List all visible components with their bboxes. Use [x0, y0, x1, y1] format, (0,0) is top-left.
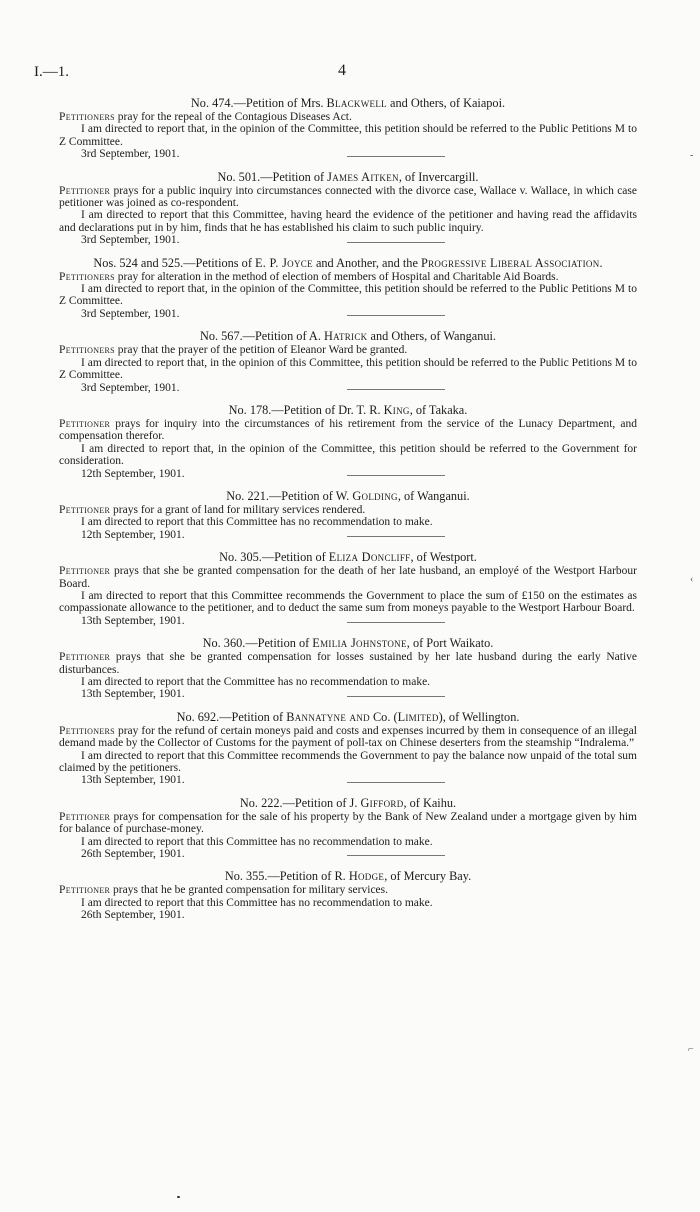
- report-date: [59, 234, 637, 246]
- title-text: No. 221.—Petition of W.: [226, 488, 353, 503]
- report-paragraph: [59, 750, 637, 775]
- paragraph-text: prays that she be granted compensation for losses sustained by her late husband during the early Native disturbances.: [59, 651, 637, 676]
- paragraph-text: I am directed to report that, in the opinion of the Committee, this petition should be referred to the Government for consideration.: [59, 442, 637, 468]
- report-paragraph: [59, 357, 637, 382]
- paragraph-lead: Petitioner: [59, 565, 111, 578]
- prayer-paragraph: [59, 111, 637, 123]
- paragraph-text: 26th September, 1901.: [81, 848, 185, 861]
- prayer-paragraph: [59, 418, 637, 443]
- paragraph-text: I am directed to report that this Committee has no recommendation to make.: [81, 896, 433, 909]
- paragraph-lead: Petitioner: [59, 810, 111, 823]
- entry-spacer: [59, 628, 637, 636]
- petitioner-name: Blackwell: [326, 96, 387, 110]
- report-paragraph: [59, 283, 637, 308]
- title-text: , of Westport.: [410, 550, 477, 565]
- paragraph-text: 13th September, 1901.: [81, 774, 185, 787]
- paragraph-text: pray for the refund of certain moneys paid and costs and expenses incurred by them in consequence of an illegal demand made by the Collector of Customs for the payment of poll-tax on Chinese deserters from the steamship “Indralema.”: [59, 724, 637, 750]
- title-text: and Another, and the: [312, 255, 421, 270]
- petition-entry: [59, 489, 637, 550]
- separator-rule: [347, 475, 445, 476]
- petitioner-name: James Aitken: [327, 169, 399, 184]
- paragraph-text: prays for compensation for the sale of his property by the Bank of New Zealand under a mortgage given by him for balance of purchase-money.: [59, 810, 637, 836]
- title-text: , of Kaihu.: [403, 795, 457, 810]
- petition-title: [59, 170, 637, 184]
- entry-spacer: [59, 395, 637, 403]
- prayer-paragraph: [59, 185, 637, 210]
- petitioner-name: Hodge: [348, 869, 385, 884]
- report-date: [59, 688, 637, 700]
- title-text: Nos. 524 and 525.—Petitions of: [93, 255, 255, 270]
- entry-spacer: [59, 861, 637, 869]
- petition-title: [59, 636, 637, 650]
- report-paragraph: [59, 209, 637, 234]
- petition-list: [59, 96, 637, 922]
- report-date: [59, 308, 637, 320]
- report-date: [59, 774, 637, 786]
- petition-entry: [59, 796, 637, 870]
- petition-entry: [59, 96, 637, 170]
- petitioner-name: King: [383, 402, 410, 417]
- entry-spacer: [59, 248, 637, 256]
- report-paragraph: [59, 590, 637, 615]
- entry-spacer: [59, 481, 637, 489]
- petitioner-name: Gifford: [360, 795, 404, 810]
- paragraph-lead: Petitioner: [59, 503, 111, 516]
- paragraph-lead: Petitioners: [59, 724, 115, 737]
- petitioner-name: Limited: [397, 709, 439, 724]
- paragraph-text: I am directed to report that, in the opinion of this Committee, this petition should be referred to the Public Petitions M to Z Committee.: [59, 356, 637, 382]
- prayer-paragraph: [59, 811, 637, 836]
- document-reference: I.—1.: [34, 64, 69, 80]
- petitioner-name: Hatrick: [323, 329, 368, 344]
- report-date: [59, 148, 637, 160]
- paragraph-lead: Petitioners: [59, 111, 115, 123]
- title-text: , of Mercury Bay.: [384, 869, 472, 884]
- petition-title: [59, 96, 637, 110]
- paragraph-text: pray that the prayer of the petition of Eleanor Ward be granted.: [114, 344, 408, 357]
- title-text: and Others, of Kaiapoi.: [386, 96, 506, 110]
- paragraph-lead: Petitioner: [59, 651, 111, 664]
- title-text: Co. (: [369, 709, 398, 724]
- report-paragraph: [59, 123, 637, 148]
- paragraph-text: I am directed to report that this Committee, having heard the evidence of the petitioner and having read the affidavits and declarations put in by him, finds that he has established his claim to such public inquiry.: [59, 209, 637, 234]
- paragraph-text: 12th September, 1901.: [81, 528, 185, 541]
- petitioner-name: Golding: [352, 488, 398, 503]
- separator-rule: [347, 782, 445, 783]
- petition-entry: [59, 170, 637, 256]
- separator-rule: [347, 389, 445, 390]
- paragraph-text: I am directed to report that this Committee recommends the Government to pay the balance now unpaid of the total sum claimed by the petitioners.: [59, 749, 637, 775]
- entry-spacer: [59, 162, 637, 170]
- report-date: [59, 529, 637, 541]
- petition-entry: [59, 550, 637, 636]
- paragraph-text: 26th September, 1901.: [81, 909, 185, 922]
- paragraph-text: 3rd September, 1901.: [81, 234, 180, 247]
- prayer-paragraph: [59, 565, 637, 590]
- ink-spot: [177, 1196, 180, 1198]
- title-text: ), of Wellington.: [438, 709, 520, 724]
- petition-entry: [59, 710, 637, 796]
- prayer-paragraph: [59, 271, 637, 283]
- paragraph-text: I am directed to report that this Committee has no recommendation to make.: [81, 516, 433, 529]
- title-text: and Others, of Wanganui.: [367, 329, 497, 344]
- paragraph-text: 3rd September, 1901.: [81, 307, 180, 320]
- margin-mark: ⌐: [688, 1044, 694, 1055]
- separator-rule: [347, 696, 445, 697]
- petitioner-name: Eliza Doncliff: [328, 550, 411, 565]
- paragraph-text: I am directed to report that, in the opinion of the Committee, this petition should be referred to the Public Petitions M to Z Committee.: [59, 123, 637, 148]
- report-paragraph: [59, 836, 637, 848]
- prayer-paragraph: [59, 651, 637, 676]
- title-text: , of Invercargill.: [398, 169, 479, 184]
- report-paragraph: [59, 897, 637, 909]
- paragraph-text: prays for a grant of land for military services rendered.: [110, 503, 366, 516]
- paragraph-lead: Petitioner: [59, 184, 111, 197]
- separator-rule: [347, 536, 445, 537]
- separator-rule: [347, 156, 445, 157]
- petition-entry: [59, 256, 637, 330]
- report-date: [59, 848, 637, 860]
- paragraph-text: 13th September, 1901.: [81, 688, 185, 701]
- separator-rule: [347, 622, 445, 623]
- petition-entry: [59, 636, 637, 710]
- title-text: , of Wanganui.: [397, 488, 470, 503]
- prayer-paragraph: [59, 884, 637, 896]
- title-text: No. 178.—Petition of Dr. T. R.: [228, 402, 384, 417]
- title-text: No. 474.—Petition of Mrs.: [190, 96, 327, 110]
- paragraph-text: I am directed to report that, in the opinion of the Committee, this petition should be referred to the Public Petitions M to Z Committee.: [59, 283, 637, 308]
- petitioner-name: Emilia Johnstone: [312, 636, 407, 651]
- paragraph-text: I am directed to report that this Committee recommends the Government to place the sum of £150 on the estimates as compassionate allowance to the petitioner, and to deduct the same sum from moneys payable to the Westport Harbour Board.: [59, 589, 637, 615]
- paragraph-text: pray for alteration in the method of election of members of Hospital and Charitable Aid Boards.: [114, 270, 559, 283]
- paragraph-text: 3rd September, 1901.: [81, 148, 180, 161]
- title-text: No. 501.—Petition of: [217, 169, 328, 184]
- paragraph-lead: Petitioners: [59, 344, 115, 357]
- paragraph-text: 12th September, 1901.: [81, 467, 185, 480]
- petition-title: [59, 403, 637, 417]
- paragraph-text: prays for inquiry into the circumstances of his retirement from the service of the Lunacy Department, and compensation therefor.: [59, 417, 637, 443]
- paragraph-text: prays for a public inquiry into circumstances connected with the divorce case, Wallace v. Wallace, in which case petitioner was joined as co-respondent.: [59, 184, 637, 210]
- report-paragraph: [59, 443, 637, 468]
- petition-entry: [59, 403, 637, 489]
- report-date: [59, 468, 637, 480]
- petitioner-name: Progressive Liberal Association: [420, 255, 600, 270]
- margin-mark: -: [690, 150, 694, 161]
- paragraph-text: I am directed to report that this Committee has no recommendation to make.: [81, 835, 433, 848]
- petition-title: [59, 489, 637, 503]
- petition-entry: [59, 329, 637, 403]
- paragraph-text: I am directed to report that the Committee has no recommendation to make.: [81, 676, 431, 688]
- paragraph-text: 13th September, 1901.: [81, 614, 185, 627]
- margin-mark: ‹: [690, 574, 694, 585]
- petitioner-name: E. P. Joyce: [255, 255, 313, 270]
- paragraph-lead: Petitioner: [59, 884, 111, 897]
- petition-title: [59, 329, 637, 343]
- paragraph-text: prays that he be granted compensation for military services.: [110, 884, 388, 897]
- petition-title: [59, 256, 637, 270]
- report-paragraph: [59, 676, 637, 688]
- petition-title: [59, 869, 637, 883]
- entry-spacer: [59, 542, 637, 550]
- separator-rule: [347, 242, 445, 243]
- report-paragraph: [59, 516, 637, 528]
- paragraph-text: pray for the repeal of the Contagious Diseases Act.: [114, 111, 352, 123]
- petition-title: [59, 796, 637, 810]
- title-text: .: [599, 255, 603, 270]
- prayer-paragraph: [59, 504, 637, 516]
- separator-rule: [347, 855, 445, 856]
- paragraph-lead: Petitioner: [59, 417, 111, 430]
- page-number: 4: [338, 62, 346, 79]
- paragraph-lead: Petitioners: [59, 270, 115, 283]
- entry-spacer: [59, 321, 637, 329]
- title-text: No. 360.—Petition of: [202, 636, 313, 651]
- petition-entry: [59, 869, 637, 921]
- prayer-paragraph: [59, 344, 637, 356]
- separator-rule: [347, 315, 445, 316]
- report-date: [59, 909, 637, 921]
- entry-spacer: [59, 788, 637, 796]
- report-date: [59, 382, 637, 394]
- paragraph-text: prays that she be granted compensation for the death of her late husband, an employé of the Westport Harbour Board.: [59, 565, 637, 590]
- prayer-paragraph: [59, 725, 637, 750]
- paragraph-text: 3rd September, 1901.: [81, 381, 180, 394]
- petition-title: [59, 710, 637, 724]
- petition-title: [59, 550, 637, 564]
- title-text: No. 567.—Petition of A.: [199, 329, 324, 344]
- report-date: [59, 615, 637, 627]
- title-text: No. 305.—Petition of: [219, 550, 329, 565]
- title-text: No. 222.—Petition of J.: [239, 795, 361, 810]
- entry-spacer: [59, 702, 637, 710]
- title-text: , of Takaka.: [409, 402, 468, 417]
- title-text: No. 692.—Petition of: [176, 709, 287, 724]
- title-text: , of Port Waikato.: [406, 636, 494, 651]
- title-text: No. 355.—Petition of R.: [224, 869, 349, 884]
- petitioner-name: Bannatyne and: [286, 709, 370, 724]
